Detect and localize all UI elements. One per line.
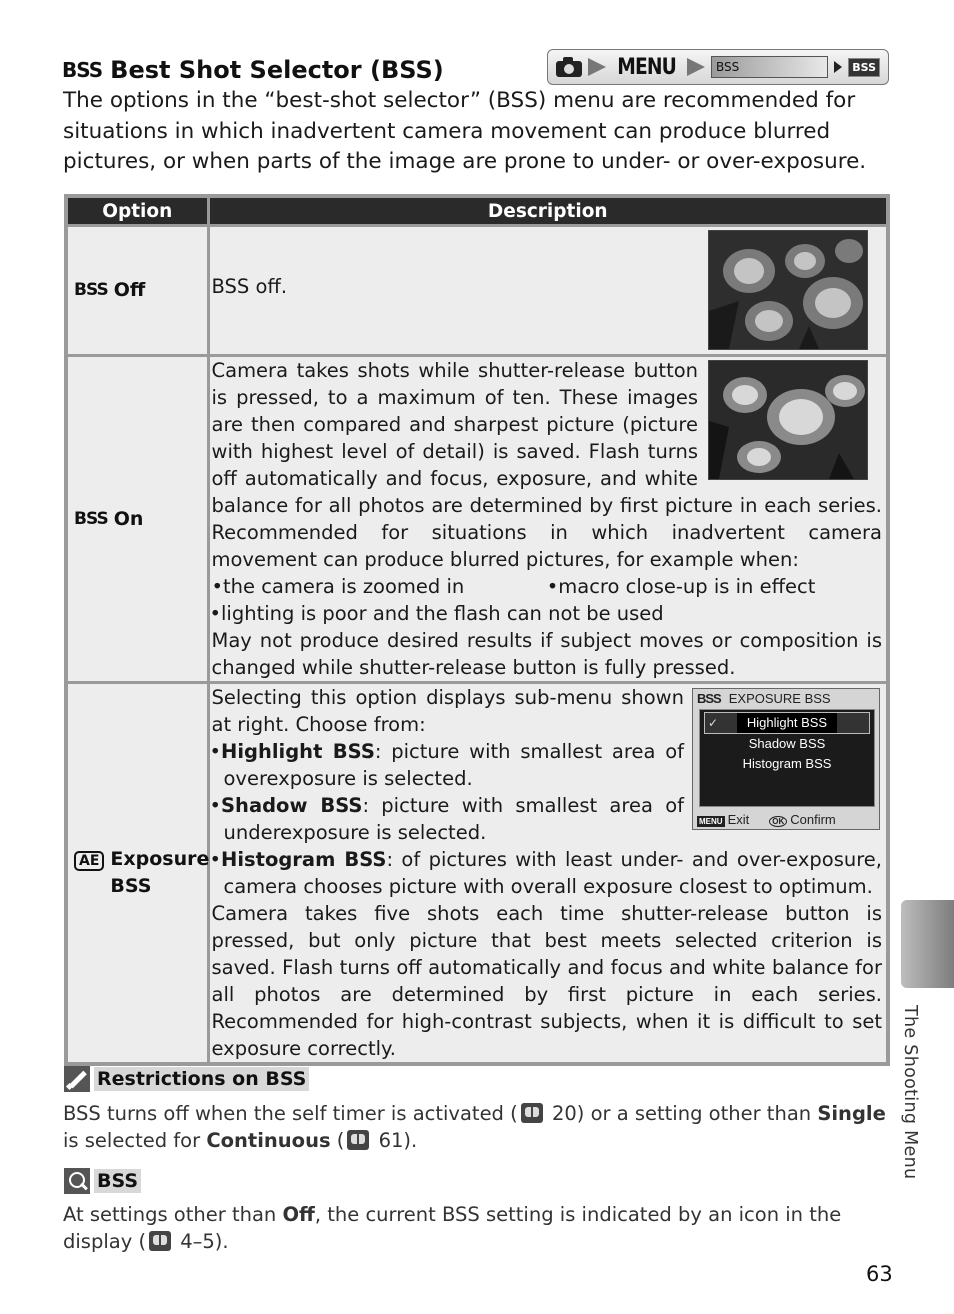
page-number: 63 <box>866 1262 893 1286</box>
bss-icon: BSS <box>697 691 721 706</box>
confirm-hint: OK Confirm <box>769 812 836 827</box>
note-restrictions-heading: Restrictions on BSS <box>64 1066 309 1092</box>
table-row <box>66 356 888 683</box>
chapter-label: The Shooting Menu <box>900 1005 920 1180</box>
flowers-photo <box>708 360 868 480</box>
bss-icon: BSS <box>74 508 108 529</box>
check-icon: ✓ <box>708 716 719 730</box>
camera-icon <box>556 57 582 77</box>
bss-icon: BSS <box>62 58 103 82</box>
submenu-title: EXPOSURE BSS <box>728 691 831 706</box>
magnifier-icon <box>64 1168 90 1194</box>
note-restrictions-text: BSS turns off when the self timer is activated ( 20) or a setting other than Single is selected for Continuous ( 61). <box>63 1102 886 1152</box>
page-reference-icon <box>347 1130 369 1150</box>
bullet-item: •the camera is zoomed in <box>211 575 465 598</box>
note-bss-heading: BSS <box>64 1168 141 1194</box>
option-label: Exposure BSS <box>110 848 210 897</box>
description-text: Camera takes five shots each time shutter-release button is pressed, but only picture that best meets selected criterion is saved. Flash turns off automatically and focus and white balance for all photos are determined by first picture in each series. Recommended for high-contrast subjects, when it is difficult to set exposure correctly. <box>211 902 882 1060</box>
bullet-item: •macro close-up is in effect <box>546 575 816 598</box>
bss-badge-icon: BSS <box>848 58 880 77</box>
description-text: May not produce desired results if subject moves or composition is changed while shutter-release button is fully pressed. <box>211 629 882 679</box>
header-description: Description <box>208 196 888 226</box>
bss-icon: BSS <box>74 280 108 300</box>
option-cell <box>66 683 208 1065</box>
table-header-row <box>66 196 888 226</box>
menu-button-icon: MENU <box>699 817 723 826</box>
flowers-photo <box>708 230 868 350</box>
ok-button-icon: OK <box>769 816 787 827</box>
chapter-tab <box>901 900 954 988</box>
description-text: Camera takes shots while shutter-release button is pressed, to a maximum of ten. These images are then compared and sharpest picture (picture with highest level of detail) is saved. Flash turns off automatically and focus, exposure, and white balance for all photos are determined by first picture in each series. Recommended for situations in which inadvertent camera movement can produce blurred pictures, for example when: <box>211 359 882 571</box>
table-row <box>66 683 888 1065</box>
arrow-icon <box>588 58 606 76</box>
option-cell <box>66 226 208 356</box>
description-cell <box>208 226 888 356</box>
option-cell <box>66 356 208 683</box>
menu-path-bss-item: BSS <box>711 56 828 78</box>
bullet-item: •Histogram BSS: of pictures with least under- and over-exposure, camera chooses picture with overall exposure closest to optimum. <box>209 848 882 898</box>
description-text: BSS off. <box>211 275 288 298</box>
note-bss-text: At settings other than Off, the current BSS setting is indicated by an icon in the display ( 4–5). <box>63 1203 842 1253</box>
description-cell <box>208 683 888 1065</box>
submenu-screen <box>699 709 875 807</box>
intro-paragraph: The options in the “best-shot selector” (BSS) menu are recommended for situations in which inadvertent camera movement can produce blurred pictures, or when parts of the image are prone to under- or over-exposure. <box>63 88 867 174</box>
bullet-pair <box>210 573 887 600</box>
page-reference-icon <box>149 1231 171 1251</box>
options-table <box>64 194 890 1066</box>
header-option: Option <box>66 196 208 226</box>
menu-path <box>547 49 889 85</box>
option-label: Off <box>113 279 146 301</box>
table-row <box>66 226 888 356</box>
pencil-icon <box>64 1066 90 1092</box>
submenu-item-shadow[interactable]: Shadow BSS <box>748 736 826 751</box>
exposure-bss-submenu <box>692 688 880 830</box>
bullet-item: •lighting is poor and the flash can not be used <box>209 602 664 625</box>
page-title <box>62 52 444 88</box>
pointer-icon <box>834 61 842 73</box>
menu-icon: MENU <box>617 54 676 80</box>
bullet-item: •Shadow BSS: picture with smallest area of underexposure is selected. <box>209 794 684 844</box>
submenu-item-highlight[interactable]: ✓ Highlight BSS <box>704 712 870 734</box>
description-cell <box>208 356 888 683</box>
page-reference-icon <box>521 1103 543 1123</box>
option-label: On <box>113 507 144 530</box>
submenu-item-histogram[interactable]: Histogram BSS <box>742 756 832 771</box>
exit-hint: MENU Exit <box>699 812 750 827</box>
bullet-item: •Highlight BSS: picture with smallest area of overexposure is selected. <box>209 740 684 790</box>
ae-icon: AE <box>74 851 104 871</box>
title-text: Best Shot Selector (BSS) <box>110 56 444 84</box>
arrow-icon <box>687 58 705 76</box>
description-text: Selecting this option displays sub-menu shown at right. Choose from: <box>211 686 684 736</box>
